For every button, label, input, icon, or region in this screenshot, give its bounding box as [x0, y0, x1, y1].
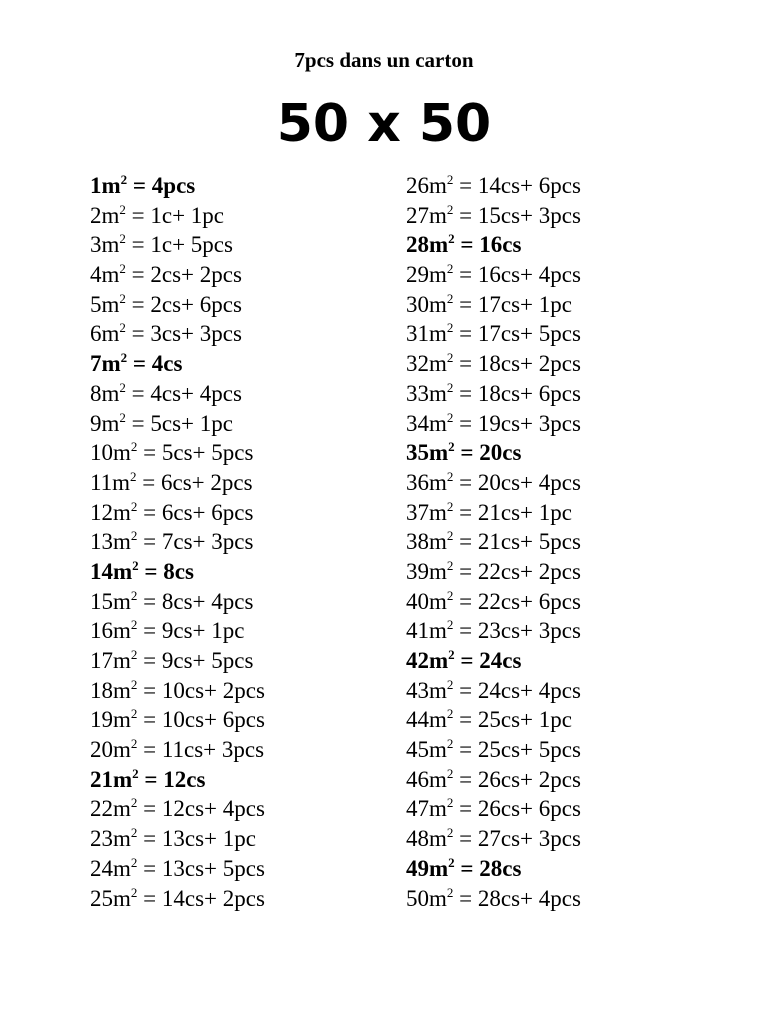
table-row — [406, 527, 581, 557]
carton-count: = 4cs — [127, 351, 183, 377]
table-row — [90, 349, 265, 379]
carton-count: = 7cs+ 3pcs — [137, 529, 254, 555]
table-row — [406, 468, 581, 498]
page-title: 50 x 50 — [276, 94, 492, 154]
carton-count: = 4pcs — [127, 173, 196, 198]
exponent: 2 — [446, 617, 454, 633]
exponent: 2 — [120, 350, 128, 366]
area-value: 1m — [90, 173, 121, 198]
table-row — [406, 794, 581, 824]
table-row — [90, 171, 265, 201]
area-value: 18m — [90, 677, 131, 703]
table-row — [406, 260, 581, 290]
area-value: 20m — [90, 737, 131, 763]
area-value: 19m — [90, 707, 131, 733]
area-value: 6m — [90, 321, 120, 347]
table-row — [90, 676, 265, 706]
area-value: 34m — [406, 410, 447, 436]
area-value: 36m — [406, 469, 447, 495]
exponent: 2 — [446, 676, 454, 692]
table-row — [406, 705, 581, 735]
exponent: 2 — [446, 884, 454, 900]
exponent: 2 — [446, 706, 454, 722]
table-row — [406, 498, 581, 528]
area-value: 22m — [90, 796, 131, 822]
area-value: 2m — [90, 202, 120, 228]
table-row — [406, 587, 581, 617]
table-row — [90, 705, 265, 735]
carton-count: = 19cs+ 3pcs — [453, 410, 581, 436]
table-row — [90, 379, 265, 409]
area-value: 28m — [406, 232, 449, 258]
carton-count: = 23cs+ 3pcs — [453, 618, 581, 644]
carton-count: = 12cs — [138, 766, 206, 792]
exponent: 2 — [130, 854, 138, 870]
exponent: 2 — [446, 379, 454, 395]
table-row — [90, 765, 265, 795]
table-row — [90, 854, 265, 884]
carton-count: = 20cs — [454, 440, 522, 466]
area-value: 42m — [406, 648, 449, 673]
exponent: 2 — [446, 409, 454, 425]
area-value: 16m — [90, 618, 131, 644]
table-row — [90, 230, 265, 260]
area-value: 5m — [90, 291, 120, 317]
carton-count: = 27cs+ 3pcs — [453, 826, 581, 852]
carton-count: = 1c+ 1pc — [125, 202, 224, 228]
table-row — [406, 438, 581, 468]
area-value: 49m — [406, 855, 449, 881]
table-row — [406, 230, 581, 260]
table-row — [90, 409, 265, 439]
table-row — [406, 557, 581, 587]
table-row — [90, 794, 265, 824]
table-row — [90, 260, 265, 290]
left-column — [90, 171, 265, 913]
exponent: 2 — [446, 587, 454, 603]
exponent: 2 — [119, 379, 126, 395]
carton-count: = 21cs+ 1pc — [453, 499, 572, 525]
area-value: 41m — [406, 618, 447, 644]
carton-count: = 5cs+ 5pcs — [137, 440, 254, 466]
carton-count: = 9cs+ 1pc — [137, 618, 245, 644]
exponent: 2 — [119, 231, 126, 247]
exponent: 2 — [119, 201, 126, 217]
exponent: 2 — [446, 498, 454, 514]
table-row — [406, 646, 581, 676]
area-value: 11m — [90, 469, 131, 495]
carton-count: = 21cs+ 5pcs — [453, 529, 581, 555]
table-row — [406, 884, 581, 914]
area-value: 33m — [406, 380, 447, 406]
table-row — [90, 884, 265, 914]
table-row — [406, 319, 581, 349]
exponent: 2 — [446, 350, 454, 366]
area-value: 43m — [406, 677, 447, 703]
carton-count: = 6cs+ 6pcs — [137, 499, 254, 525]
carton-count: = 16cs+ 4pcs — [453, 262, 581, 288]
exponent: 2 — [130, 528, 138, 544]
table-row — [406, 379, 581, 409]
table-row — [90, 498, 265, 528]
carton-count: = 18cs+ 2pcs — [453, 351, 581, 377]
carton-count: = 13cs+ 5pcs — [137, 855, 265, 881]
exponent: 2 — [446, 201, 454, 217]
table-row — [90, 290, 265, 320]
table-row — [90, 587, 265, 617]
table-row — [90, 468, 265, 498]
area-value: 27m — [406, 202, 447, 228]
area-value: 24m — [90, 855, 131, 881]
carton-count: = 10cs+ 6pcs — [137, 707, 265, 733]
table-row — [90, 527, 265, 557]
exponent: 2 — [119, 320, 126, 336]
exponent: 2 — [446, 795, 454, 811]
carton-count: = 17cs+ 1pc — [453, 291, 572, 317]
exponent: 2 — [132, 557, 139, 573]
table-row — [406, 290, 581, 320]
exponent: 2 — [446, 468, 454, 484]
area-value: 8m — [90, 380, 120, 406]
area-value: 38m — [406, 529, 447, 555]
carton-count: = 9cs+ 5pcs — [137, 648, 254, 673]
carton-count: = 28cs — [454, 855, 522, 881]
area-value: 23m — [90, 826, 131, 852]
area-value: 10m — [90, 440, 131, 466]
area-value: 3m — [90, 232, 120, 258]
area-value: 9m — [90, 410, 120, 436]
area-value: 44m — [406, 707, 447, 733]
carton-count: = 14cs+ 6pcs — [453, 173, 581, 198]
area-value: 7m — [90, 351, 121, 377]
area-value: 30m — [406, 291, 447, 317]
carton-count: = 24cs — [454, 648, 522, 673]
exponent: 2 — [120, 172, 128, 187]
carton-count: = 1c+ 5pcs — [125, 232, 233, 258]
carton-count: = 3cs+ 3pcs — [125, 321, 242, 347]
area-value: 21m — [90, 766, 133, 792]
carton-count: = 18cs+ 6pcs — [453, 380, 581, 406]
table-row — [406, 854, 581, 884]
exponent: 2 — [130, 736, 138, 752]
area-value: 39m — [406, 558, 447, 584]
carton-count: = 2cs+ 2pcs — [125, 262, 242, 288]
area-value: 14m — [90, 558, 133, 584]
area-value: 13m — [90, 529, 131, 555]
carton-count: = 15cs+ 3pcs — [453, 202, 581, 228]
exponent: 2 — [130, 795, 138, 811]
exponent: 2 — [448, 439, 455, 455]
exponent: 2 — [446, 765, 454, 781]
area-value: 15m — [90, 588, 131, 614]
area-value: 45m — [406, 737, 447, 763]
area-value: 12m — [90, 499, 131, 525]
exponent: 2 — [446, 320, 454, 336]
table-row — [406, 409, 581, 439]
carton-count: = 2cs+ 6pcs — [125, 291, 242, 317]
exponent: 2 — [119, 261, 126, 277]
table-row — [90, 201, 265, 231]
exponent: 2 — [132, 765, 139, 781]
right-column — [406, 171, 581, 913]
carton-count: = 11cs+ 3pcs — [137, 737, 265, 763]
table-row — [406, 735, 581, 765]
exponent: 2 — [119, 290, 126, 306]
carton-count: = 20cs+ 4pcs — [453, 469, 581, 495]
table-row — [406, 616, 581, 646]
exponent: 2 — [446, 736, 454, 752]
table-row — [406, 201, 581, 231]
carton-count: = 6cs+ 2pcs — [136, 469, 253, 495]
exponent: 2 — [448, 854, 455, 870]
carton-count: = 4cs+ 4pcs — [125, 380, 242, 406]
carton-count: = 8cs+ 4pcs — [137, 588, 254, 614]
exponent: 2 — [130, 884, 138, 900]
exponent: 2 — [130, 825, 138, 841]
exponent: 2 — [130, 468, 137, 484]
carton-count: = 12cs+ 4pcs — [137, 796, 265, 822]
exponent: 2 — [130, 439, 138, 455]
area-value: 47m — [406, 796, 447, 822]
carton-count: = 25cs+ 1pc — [453, 707, 572, 733]
exponent: 2 — [448, 231, 455, 247]
exponent: 2 — [446, 290, 454, 306]
exponent: 2 — [446, 528, 454, 544]
carton-count: = 26cs+ 2pcs — [453, 766, 581, 792]
area-value: 4m — [90, 262, 120, 288]
area-value: 46m — [406, 766, 447, 792]
carton-count: = 13cs+ 1pc — [137, 826, 256, 852]
carton-count: = 8cs — [138, 558, 194, 584]
carton-count: = 28cs+ 4pcs — [453, 885, 581, 911]
exponent: 2 — [130, 676, 138, 692]
carton-count: = 17cs+ 5pcs — [453, 321, 581, 347]
exponent: 2 — [130, 498, 138, 514]
exponent: 2 — [130, 647, 138, 662]
area-value: 29m — [406, 262, 447, 288]
table-row — [90, 438, 265, 468]
carton-count: = 5cs+ 1pc — [125, 410, 233, 436]
exponent: 2 — [130, 617, 138, 633]
carton-count: = 22cs+ 6pcs — [453, 588, 581, 614]
exponent: 2 — [130, 706, 138, 722]
exponent: 2 — [119, 409, 126, 425]
area-value: 40m — [406, 588, 447, 614]
carton-count: = 26cs+ 6pcs — [453, 796, 581, 822]
exponent: 2 — [130, 587, 138, 603]
carton-count: = 16cs — [454, 232, 522, 258]
area-value: 17m — [90, 648, 131, 673]
area-value: 31m — [406, 321, 447, 347]
carton-count: = 22cs+ 2pcs — [453, 558, 581, 584]
table-row — [90, 557, 265, 587]
table-row — [406, 765, 581, 795]
table-row — [90, 616, 265, 646]
exponent: 2 — [446, 261, 454, 277]
table-row — [90, 319, 265, 349]
area-value: 50m — [406, 885, 447, 911]
page-subtitle: 7pcs dans un carton — [294, 48, 474, 72]
table-row — [406, 824, 581, 854]
table-row — [406, 349, 581, 379]
area-value: 25m — [90, 885, 131, 911]
carton-count: = 25cs+ 5pcs — [453, 737, 581, 763]
carton-count: = 10cs+ 2pcs — [137, 677, 265, 703]
area-value: 35m — [406, 440, 449, 466]
table-row — [90, 646, 265, 676]
carton-count: = 24cs+ 4pcs — [453, 677, 581, 703]
carton-count: = 14cs+ 2pcs — [137, 885, 265, 911]
area-value: 26m — [406, 173, 447, 198]
table-row — [90, 824, 265, 854]
table-row — [90, 735, 265, 765]
area-value: 37m — [406, 499, 447, 525]
exponent: 2 — [446, 557, 454, 573]
exponent: 2 — [446, 825, 454, 841]
table-row — [406, 676, 581, 706]
exponent: 2 — [446, 172, 454, 187]
table-row — [406, 171, 581, 201]
area-value: 48m — [406, 826, 447, 852]
area-value: 32m — [406, 351, 447, 377]
exponent: 2 — [448, 647, 455, 662]
